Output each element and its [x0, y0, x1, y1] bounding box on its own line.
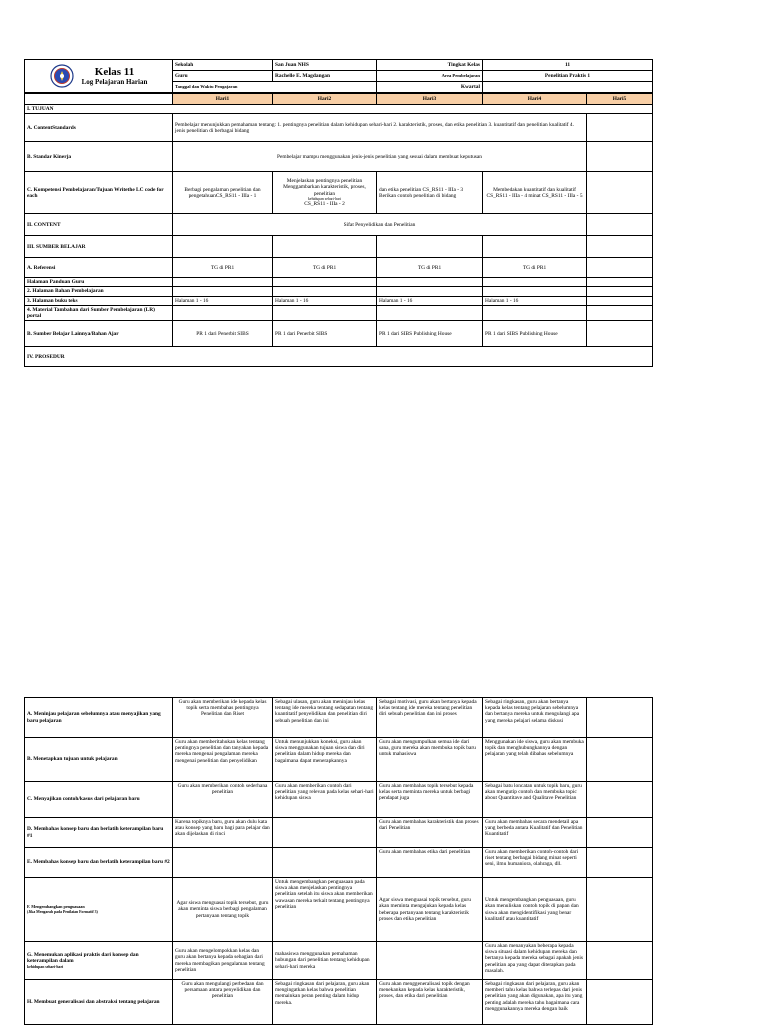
procedure-f-label: F. Mengembangkan penguasaan	[27, 903, 85, 909]
procedure-c-day3: Guru akan membahas topik tersebut kepada kelas serta meminta mereka untuk berbagi pendapat juga	[377, 782, 483, 818]
sumber-lain-value: PR 1 dari SIBS Publishing House	[483, 321, 587, 347]
sumber-belajar-label: III. SUMBER BELAJAR	[25, 236, 173, 258]
kompetensi-day2-code: CS_RS11 - IIIa - 2	[304, 201, 345, 208]
header-logo-cell	[25, 60, 173, 93]
log-title: Log Pelajaran Harian	[81, 78, 148, 87]
kwartal-label: Kwartal	[377, 82, 483, 93]
procedure-b-day4: Menggunakan ide siswa, guru akan membuka topik dan menghubungkannya dengan pelajaran yang telah dibahas sebelumnya	[483, 738, 587, 782]
day-header: Hari4	[483, 94, 587, 105]
content-standards-text: Pembelajar menunjukkan pemahaman tentang: 1. pentingnya penelitian dalam kehidupan sehari-hari 2. karakteristik, proses, dan etika penelitian 3. kuantitatif dan penelitian kualitatif 4. jenis penelitian di berbagai bidang	[173, 114, 587, 142]
procedure-a-day2: Sebagai ulasan, guru akan meninjau kelas tentang ide mereka tentang sedapatan tentang kuantitatif penyelidikan dan penelitian diri sebuah penelitian dan ini	[273, 698, 377, 738]
procedure-e-day3: Guru akan membahas etika dari penelitian	[377, 848, 483, 878]
procedure-h-day4: Sebagai ringkasan dari pelajaran, guru akan memberi tahu kelas bahwa terlepas dari jenis penelitian yang akan digunakan, apa itu yang penting adalah mereka tahu bagaimana cara menggunakannya mereka dengan baik	[483, 980, 587, 1025]
referensi-value: TG di PR1	[377, 258, 483, 278]
procedure-b-day3: Guru akan mengumpulkan semua ide dari sana, guru mereka akan membuka topik baru untuk mahasiswa	[377, 738, 483, 782]
blank-header-cell	[25, 94, 173, 105]
procedure-d-day4: Guru akan membahas secara mendetail apa yang berbeda antara Kualitatif dan Penelitian Kuantitatif	[483, 818, 587, 848]
procedure-f-day4: Untuk mengembangkan penguasaan, guru akan menuliskan contoh topik di papan dan siswa akan mengidentifikasi yang benar kualitatif atau kuantitatif	[483, 878, 587, 942]
kompetensi-day4: Membedakan kuantitatif dan kualitatif CS_RS11 - IIIa - 4 minat CS_RS11 - IIIa - 5	[483, 172, 587, 214]
procedure-d-label: D. Membahas konsep baru dan berlatih keterampilan baru #1	[25, 818, 173, 848]
procedure-b-day2: Untuk menunjukkan koneksi, guru akan siswa menggunakan tujuan siswa dan diri penelitian dalam hidup mereka dan bagaimana dapat menerapkannya	[273, 738, 377, 782]
procedure-c-label: C. Menyajikan contoh/kasus dari pelajaran baru	[25, 782, 173, 818]
procedure-e-label: E. Membahas konsep baru dan berlatih keterampilan baru #2	[25, 848, 173, 878]
kompetensi-day3: dan etika penelitian CS_RS11 - IIIa - 3 Berikan contoh penelitian di bidang	[377, 172, 483, 214]
procedure-c-day4: Sebagai batu loncatan untuk topik baru, guru akan mengutip contoh dan membuka topic about Quantitave and Qualitave Penelitian	[483, 782, 587, 818]
procedure-f-day2: Untuk mengembangkan penguasaan pada siswa akan menjelaskan pentingnya penelitian setelah itu siswa akan memberikan wawasan mereka terkait tentang pentingnya penelitian	[273, 878, 377, 942]
tingkat-value: 11	[483, 60, 653, 71]
kompetensi-day1: Berbagi pengalaman penelitian dan pengetahuanCS_RS11 - IIIa - 1	[173, 172, 273, 214]
referensi-label: A. Referensi	[25, 258, 173, 278]
procedure-d-day1: Karena topiknya baru, guru akan dulu kata atau konsep yang baru bagi para pelajar dan akan dijelaskan di rinci	[173, 818, 273, 848]
referensi-value: TG di PR1	[173, 258, 273, 278]
kompetensi-day2	[273, 172, 377, 214]
area-value: Penelitian Praktis 1	[483, 71, 653, 82]
kelas-title: Kelas 11	[94, 65, 135, 78]
procedure-h-day2: Sebagai ringkasan dari pelajaran, guru akan mengingatkan kelas bahwa penelitian memainkan peran penting dalam hidup mereka.	[273, 980, 377, 1025]
buku-teks-value: Halaman 1 - 16	[273, 296, 377, 305]
content-value: Sifat Penyelidikan dan Penelitian	[173, 214, 587, 236]
sekolah-label: Sekolah	[173, 60, 273, 71]
procedure-g-label-cell	[25, 942, 173, 980]
procedure-a-day1: Guru akan memberikan ide kepada kelas topik serta membahas pentingnya Penelitian dan Riset	[173, 698, 273, 738]
day-header: Hari1	[173, 94, 273, 105]
procedure-e-day4: Guru akan memberikan contoh-contoh dari riset tentang berbagai bidang minat seperti seni, ilmu humaniora, olahraga, dll.	[483, 848, 587, 878]
procedure-b-label: B. Menetapkan tujuan untuk pelajaran	[25, 738, 173, 782]
sumber-lain-label: B. Sumber Belajar Lainnya/Bahan Ajar	[25, 321, 173, 347]
referensi-value: TG di PR1	[483, 258, 587, 278]
day-header: Hari3	[377, 94, 483, 105]
tingkat-label: Tingkat Kelas	[377, 60, 483, 71]
day-header: Hari5	[587, 94, 653, 105]
content-standards-label: A. ContentStandards	[25, 114, 173, 142]
procedure-g-day3	[377, 942, 483, 980]
procedure-g-day2: mahasiswa menggunakan pemahaman hubungan dari penelitian tentang kehidupan sehari-hari mereka	[273, 942, 377, 980]
referensi-value: TG di PR1	[273, 258, 377, 278]
procedure-f-day3: Agar siswa menguasai topik tersebut, guru akan meminta mengajukan kepada kelas beberapa pertanyaan tentang karakteristik proses dan etika penelitian	[377, 878, 483, 942]
kompetensi-day2-text: Menjelaskan pentingnya penelitian Menggambarkan karakteristik, proses, penelitian	[283, 178, 366, 197]
procedure-g-sub: kehidupan sehari-hari	[27, 964, 64, 969]
procedure-a-day3: Sebagai motivasi, guru akan bertanya kepada kelas tentang ide mereka tentang penelitian diri sebuah penelitian dan ini proses	[377, 698, 483, 738]
procedure-e-day2	[273, 848, 377, 878]
prosedur-heading: IV. PROSEDUR	[25, 347, 653, 367]
standar-kinerja-text: Pembelajar mampu menggunakan jenis-jenis penelitian yang sesuai dalam membuat keputusan	[173, 142, 587, 172]
standar-kinerja-label: B. Standar Kinerja	[25, 142, 173, 172]
deped-seal-icon	[50, 64, 74, 88]
guru-value: Rachelle E. Magdangan	[273, 71, 377, 82]
procedure-h-label: H. Membuat generalisasi dan abstraksi tentang pelajaran	[25, 980, 173, 1025]
tanggal-label: Tanggal dan Waktu Pengajaran	[173, 82, 377, 93]
content-label: II. CONTENT	[25, 214, 173, 236]
header-table	[24, 59, 653, 93]
material-label: 4. Material Tambahan dari Sumber Pembelajaran (LR) portal	[25, 305, 173, 320]
procedure-f-day1: Agar siswa menguasai topik tersebut, guru akan meminta siswa berbagi pengalaman pertanyaan tentang topik	[173, 878, 273, 942]
buku-teks-label: 3. Halaman buku teks	[25, 296, 173, 305]
procedure-e-day1	[173, 848, 273, 878]
guru-label: Guru	[173, 71, 273, 82]
sumber-lain-value: PR 1 dari SIBS Publishing House	[377, 321, 483, 347]
procedure-g-day1: Guru akan mengelompokkan kelas dan guru akan bertanya kepada sebagian dari mereka membagikan pengalaman tentang penelitian	[173, 942, 273, 980]
buku-teks-value: Halaman 1 - 16	[173, 296, 273, 305]
procedure-h-day1: Guru akan mengulangi perbedaan dan persamaan antara penyelidikan dan penelitian	[173, 980, 273, 1025]
procedure-h-day3: Guru akan menggeneralisasi topik dengan menekankan kepada kelas karakteristik, proses, dan etika dari penelitian	[377, 980, 483, 1025]
procedure-f-sub: (Jika Mengarah pada Penilaian Formatif 3)	[27, 909, 98, 914]
objectives-table	[24, 93, 653, 367]
sumber-lain-value: PR 1 dari Penerbit SIBS	[273, 321, 377, 347]
procedure-d-day3: Guru akan membahas karakteristik dan proses dari Penelitian	[377, 818, 483, 848]
procedure-d-day2	[273, 818, 377, 848]
kompetensi-day2-sub: kehidupan sehari-hari	[308, 196, 341, 201]
day-header: Hari2	[273, 94, 377, 105]
procedure-table	[24, 697, 653, 1025]
procedure-c-day2: Guru akan memberikan contoh dari penelitian yang relevan pada kelas sehari-hari kehidupan siswa	[273, 782, 377, 818]
buku-teks-value: Halaman 1 - 16	[483, 296, 587, 305]
bahan-label: 2. Halaman Bahan Pembelajaran	[25, 287, 173, 296]
procedure-a-label: A. Meninjau pelajaran sebelumnya atau menyajikan yang baru pelajaran	[25, 698, 173, 738]
procedure-c-day1: Guru akan memberikan contoh sederhana penelitian	[173, 782, 273, 818]
procedure-f-label-cell	[25, 878, 173, 942]
area-label: Area Pembelajaran	[377, 71, 483, 82]
procedure-b-day1: Guru akan memberitahukan kelas tentang pentingnya penelitian dan tanyakan kepada mereka mengenai pengalaman mereka mengenai penelitian dan penyelidikan	[173, 738, 273, 782]
kwartal-value	[483, 82, 653, 93]
panduan-guru-label: Halaman Panduan Guru	[25, 278, 173, 287]
procedure-a-day4: Sebagai ringkasan, guru akan bertanya kepada kelas tentang pelajaran sebelumnya dan bertanya mereka untuk mengulangi apa yang mereka pelajari selama diskusi	[483, 698, 587, 738]
kompetensi-label: C. Kompetensi Pembelajaran/Tujuan Writethe LC code for each	[25, 172, 173, 214]
tujuan-heading: I. TUJUAN	[25, 105, 653, 114]
sekolah-value: San Juan NHS	[273, 60, 377, 71]
procedure-g-label: G. Menemukan aplikasi praktis dari konsep dan keterampilan dalam	[27, 952, 139, 965]
buku-teks-value: Halaman 1 - 16	[377, 296, 483, 305]
procedure-g-day4: Guru akan menanyakan beberapa kepada siswa situasi dalam kehidupan mereka dan bertanya kepada mereka sebagai apakah jenis penelitian apa yang dapat diterapkan pada masalah.	[483, 942, 587, 980]
sumber-lain-value: PR 1 dari Penerbit SIBS	[173, 321, 273, 347]
